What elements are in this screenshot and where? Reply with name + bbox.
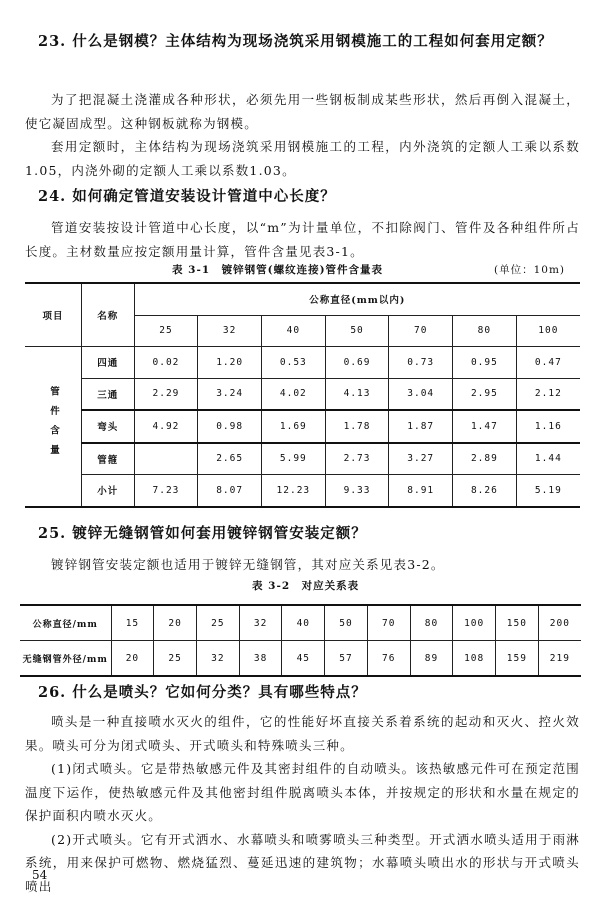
table-cell: 7.23 — [134, 475, 198, 507]
table-cell: 0.47 — [516, 347, 580, 379]
table-row — [25, 347, 580, 379]
table-cell: 3.04 — [389, 378, 453, 410]
table-cell: 1.20 — [198, 347, 262, 379]
table-cell: 1.44 — [516, 443, 580, 475]
table-cell: 2.65 — [198, 443, 262, 475]
q23-heading: 23. 什么是钢模？主体结构为现场浇筑采用钢模施工的工程如何套用定额？ — [38, 33, 553, 50]
row-group-label — [25, 347, 82, 507]
table-cell: 2.12 — [516, 378, 580, 410]
diameter-header: 80 — [453, 315, 517, 347]
table-cell: 1.69 — [261, 410, 325, 443]
diameter-header: 40 — [261, 315, 325, 347]
fitting-name: 管箍 — [82, 443, 135, 475]
table-cell: 0.95 — [453, 347, 517, 379]
fitting-name: 四通 — [82, 347, 135, 379]
table-cell: 76 — [367, 641, 410, 677]
q25-body — [25, 553, 580, 577]
table-cell: 32 — [239, 605, 282, 641]
row-label: 公称直径/mm — [20, 605, 111, 641]
table-row — [25, 410, 580, 443]
table-row — [25, 475, 580, 507]
table-row — [25, 443, 580, 475]
paragraph: 管道安装按设计管道中心长度，以“m”为计量单位，不扣除阀门、管件及各种组件所占长度。主材数量应按定额用量计算，管件含量见表3-1。 — [25, 220, 580, 259]
table-cell: 1.16 — [516, 410, 580, 443]
table-cell: 200 — [538, 605, 581, 641]
q23-body — [25, 88, 580, 182]
table-cell: 3.27 — [389, 443, 453, 475]
table2-caption: 表 3-2 对应关系表 — [252, 580, 360, 592]
table-cell: 100 — [453, 605, 496, 641]
table-cell: 2.73 — [325, 443, 389, 475]
table-cell: 15 — [111, 605, 154, 641]
q26-body — [25, 710, 580, 898]
header-name: 名称 — [82, 283, 135, 347]
table-row — [25, 378, 580, 410]
table-cell: 5.99 — [261, 443, 325, 475]
table-cell: 1.87 — [389, 410, 453, 443]
table-cell — [134, 443, 198, 475]
table-cell: 38 — [239, 641, 282, 677]
table1-unit: (单位：10m) — [494, 264, 566, 276]
diameter-header: 32 — [198, 315, 262, 347]
table-cell: 1.78 — [325, 410, 389, 443]
table-cell: 2.29 — [134, 378, 198, 410]
table-cell: 8.26 — [453, 475, 517, 507]
table-cell: 20 — [111, 641, 154, 677]
table-cell: 0.02 — [134, 347, 198, 379]
fitting-name: 小计 — [82, 475, 135, 507]
paragraph: 喷头是一种直接喷水灭火的组件，它的性能好坏直接关系着系统的起动和灭火、控火效果。喷头可分为闭式喷头、开式喷头和特殊喷头三种。 — [25, 714, 580, 753]
table-cell: 80 — [410, 605, 453, 641]
q24-heading: 24. 如何确定管道安装设计管道中心长度？ — [38, 188, 336, 205]
table-cell: 50 — [325, 605, 368, 641]
table-cell: 4.92 — [134, 410, 198, 443]
fitting-name: 三通 — [82, 378, 135, 410]
table-cell: 1.47 — [453, 410, 517, 443]
table-cell: 219 — [538, 641, 581, 677]
table-cell: 25 — [154, 641, 197, 677]
fittings-content-table — [25, 282, 580, 508]
table-cell: 5.19 — [516, 475, 580, 507]
paragraph: (2)开式喷头。它有开式洒水、水幕喷头和喷雾喷头三种类型。开式洒水喷头适用于雨淋系统，用来保护可燃物、燃烧猛烈、蔓延迅速的建筑物；水幕喷头喷出水的形状与开式喷头喷出 — [25, 831, 580, 894]
q26-heading: 26. 什么是喷头？它如何分类？具有哪些特点？ — [38, 684, 367, 701]
table-cell: 4.02 — [261, 378, 325, 410]
table-cell: 57 — [325, 641, 368, 677]
table-cell: 0.53 — [261, 347, 325, 379]
table-row — [20, 605, 581, 641]
table-cell: 20 — [154, 605, 197, 641]
diameter-header: 25 — [134, 315, 198, 347]
fitting-name: 弯头 — [82, 410, 135, 443]
table-cell: 4.13 — [325, 378, 389, 410]
paragraph: 镀锌钢管安装定额也适用于镀锌无缝钢管，其对应关系见表3-2。 — [51, 557, 445, 572]
table-cell: 0.98 — [198, 410, 262, 443]
diameter-header: 100 — [516, 315, 580, 347]
table1-caption: 表 3-1 镀锌钢管(螺纹连接)管件含量表 — [172, 264, 384, 276]
table-cell: 150 — [496, 605, 539, 641]
paragraph: (1)闭式喷头。它是带热敏感元件及其密封组件的自动喷头。该热敏感元件可在预定范围温度下运作，使热敏感元件及其他密封组件脱离喷头本体，并按规定的形状和水量在规定的保护面积内喷水灭火。 — [25, 761, 580, 823]
row-label: 无缝钢管外径/mm — [20, 641, 111, 677]
table-cell: 25 — [197, 605, 240, 641]
diameter-header: 50 — [325, 315, 389, 347]
table-cell: 8.91 — [389, 475, 453, 507]
table-cell: 9.33 — [325, 475, 389, 507]
table-cell: 40 — [282, 605, 325, 641]
q24-body — [25, 216, 580, 263]
table-cell: 2.95 — [453, 378, 517, 410]
row-group-text: 管件含量 — [48, 385, 59, 464]
table-cell: 2.89 — [453, 443, 517, 475]
table-cell: 45 — [282, 641, 325, 677]
diameter-header: 70 — [389, 315, 453, 347]
header-diameter-group: 公称直径(mm以内) — [134, 283, 580, 315]
table-cell: 3.24 — [198, 378, 262, 410]
table-cell: 32 — [197, 641, 240, 677]
table-cell: 8.07 — [198, 475, 262, 507]
q25-heading: 25. 镀锌无缝钢管如何套用镀锌钢管安装定额？ — [38, 525, 367, 542]
paragraph: 套用定额时，主体结构为现场浇筑采用钢模施工的工程，内外浇筑的定额人工乘以系数1.05，内浇外砌的定额人工乘以系数1.03。 — [25, 139, 580, 178]
correspondence-table — [20, 604, 581, 677]
table-cell: 108 — [453, 641, 496, 677]
table-cell: 70 — [367, 605, 410, 641]
table-cell: 0.73 — [389, 347, 453, 379]
table-cell: 12.23 — [261, 475, 325, 507]
table-row — [20, 641, 581, 677]
table-cell: 159 — [496, 641, 539, 677]
paragraph: 为了把混凝土浇灌成各种形状，必须先用一些钢板制成某些形状，然后再倒入混凝土，使它凝固成型。这种钢板就称为钢模。 — [25, 92, 580, 131]
table-cell: 0.69 — [325, 347, 389, 379]
table-cell: 89 — [410, 641, 453, 677]
header-item: 项目 — [25, 283, 82, 347]
page-number: 54 — [32, 868, 48, 882]
